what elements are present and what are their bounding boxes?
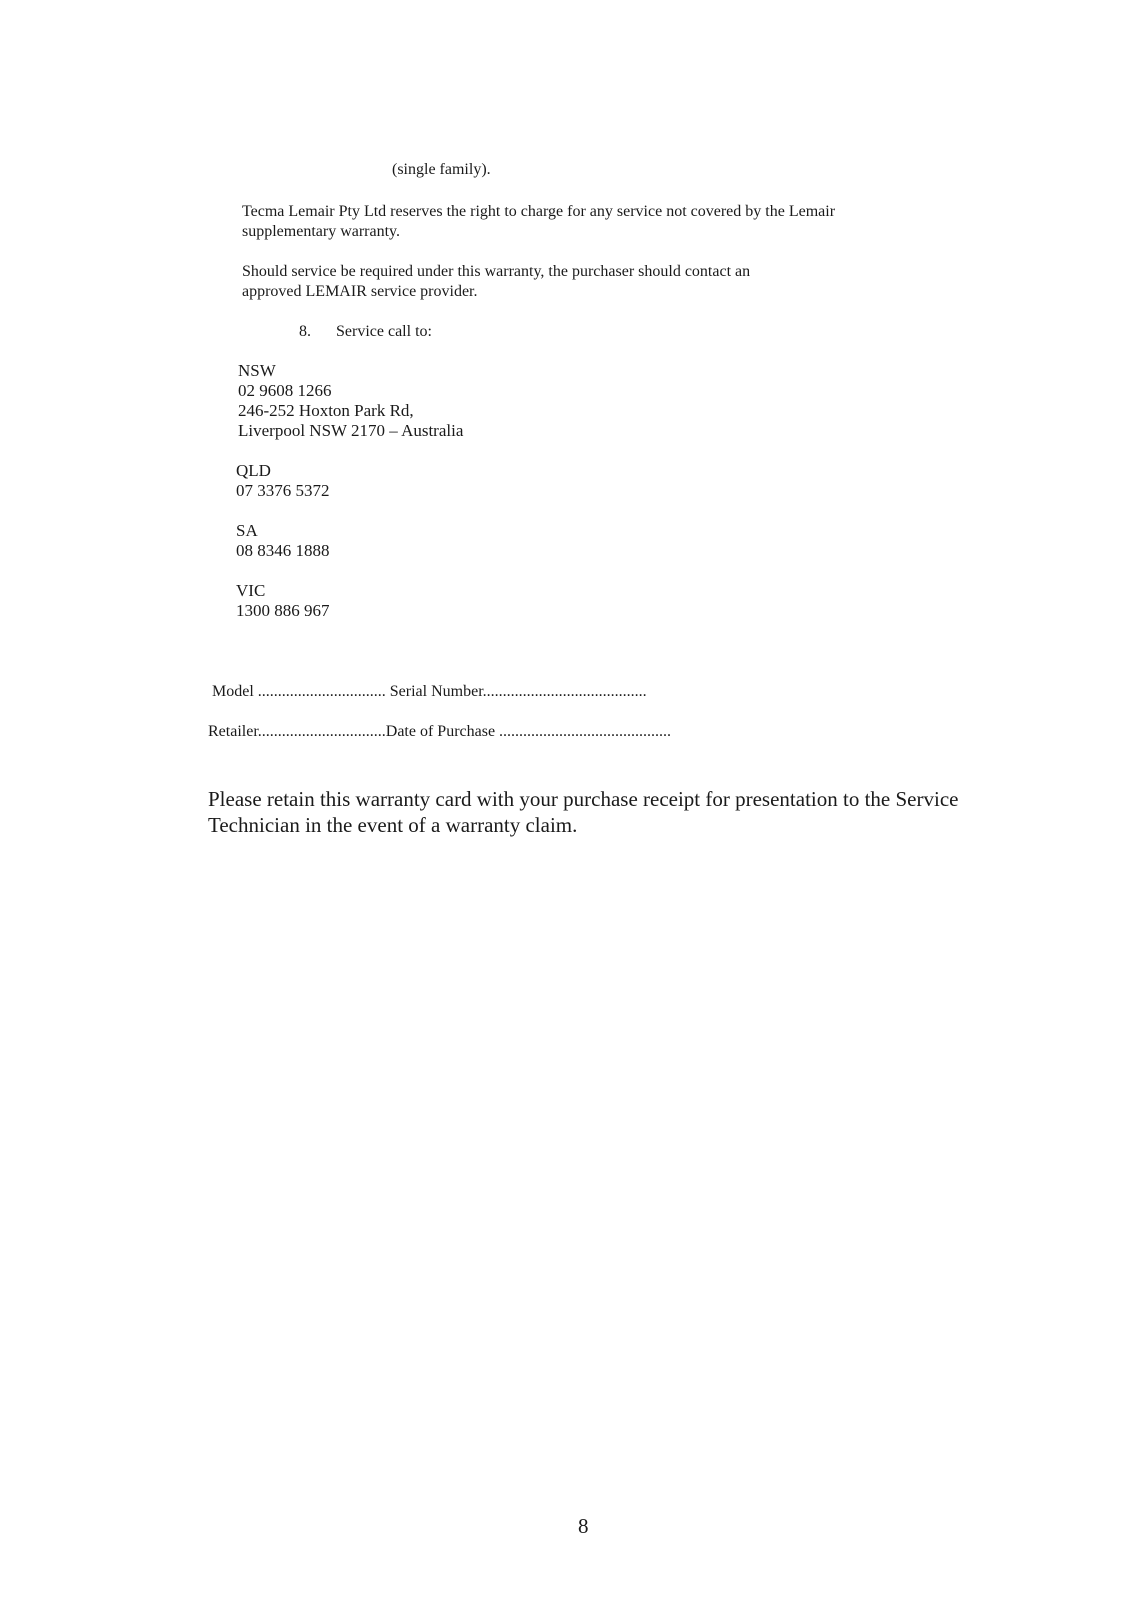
paragraph-line: approved LEMAIR service provider.	[242, 283, 478, 300]
contact-phone: 1300 886 967	[236, 601, 330, 620]
service-paragraph	[242, 262, 750, 302]
contact-state: NSW	[238, 361, 276, 380]
contact-sa	[236, 521, 330, 561]
charge-paragraph	[242, 202, 835, 242]
page-number: 8	[578, 1514, 589, 1538]
contact-qld	[236, 461, 330, 501]
service-item-label: Service call to:	[336, 323, 432, 340]
paragraph-line: Should service be required under this warranty, the purchaser should contact an	[242, 263, 751, 280]
continuation-text: (single family).	[392, 161, 491, 178]
paragraph-line: supplementary warranty.	[242, 223, 401, 240]
contact-address: 246-252 Hoxton Park Rd,	[238, 401, 414, 420]
contact-state: SA	[236, 521, 258, 540]
paragraph-line: Tecma Lemair Pty Ltd reserves the right to charge for any service not covered by the Lemair	[242, 203, 836, 220]
retailer-date-field-line: Retailer................................Date of Purchase ...........................................	[208, 723, 672, 740]
contact-phone: 02 9608 1266	[238, 381, 332, 400]
model-serial-field-line: Model ................................ Serial Number.........................................	[212, 683, 647, 700]
service-item-number: 8.	[299, 323, 311, 340]
warranty-notice	[208, 786, 958, 838]
contact-state: VIC	[236, 581, 266, 600]
contact-state: QLD	[236, 461, 271, 480]
notice-line: Technician in the event of a warranty claim.	[208, 813, 578, 837]
contact-nsw	[238, 361, 463, 441]
notice-line: Please retain this warranty card with your purchase receipt for presentation to the Service	[208, 787, 959, 811]
contact-phone: 07 3376 5372	[236, 481, 330, 500]
contact-vic	[236, 581, 330, 621]
contact-address: Liverpool NSW 2170 – Australia	[238, 421, 464, 440]
contact-phone: 08 8346 1888	[236, 541, 330, 560]
